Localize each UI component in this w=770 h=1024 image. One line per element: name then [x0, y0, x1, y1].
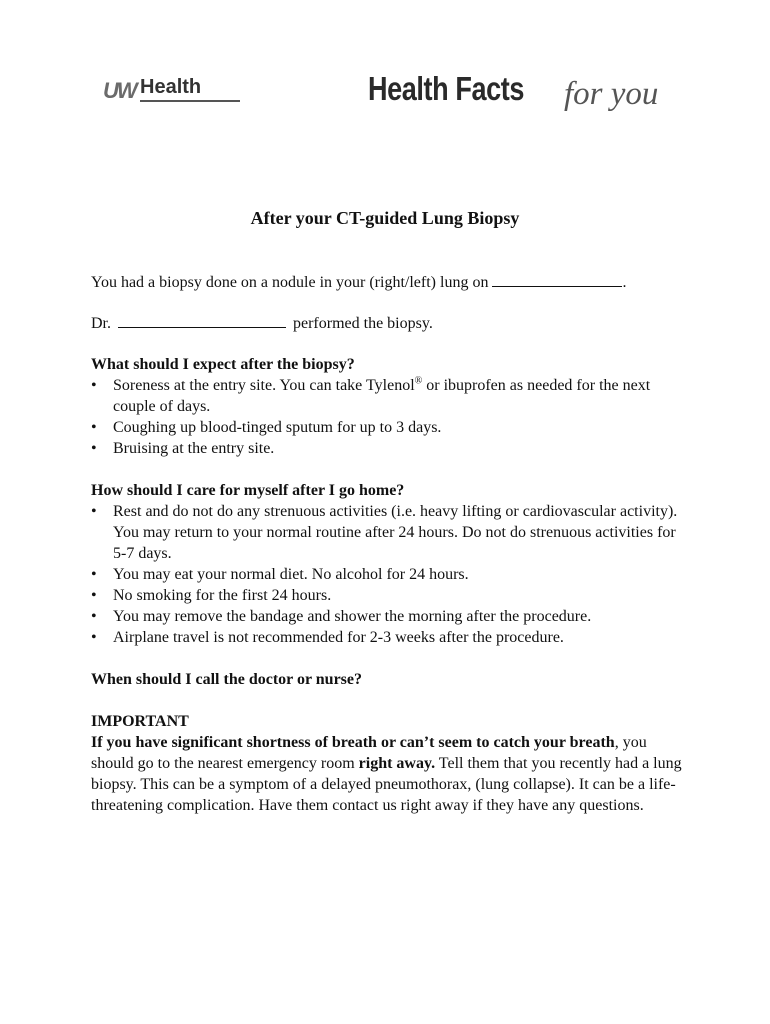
bullet-icon: • — [91, 566, 97, 583]
soreness-text-b: or ibuprofen as needed for the next couple of days. — [113, 377, 651, 415]
important-rest-text: Tell them that you recently had a lung biopsy. This can be a symptom of a delayed pneumothorax, (lung collapse). It can be a life-threatening complication. Have them contact us right away if they have any questions. — [91, 755, 682, 814]
document-body — [91, 208, 691, 816]
list-item — [91, 606, 691, 627]
emergency-room-text: , you should go to the nearest emergency room — [91, 734, 647, 772]
care-item-text: Rest and do not do any strenuous activities (i.e. heavy lifting or cardiovascular activity). You may return to your normal routine after 24 hours. Do not do strenuous activities for 5-7 days. — [113, 503, 678, 562]
expect-list — [91, 375, 691, 459]
care-item-text: No smoking for the first 24 hours. — [113, 587, 332, 604]
care-heading: How should I care for myself after I go home? — [91, 482, 405, 499]
important-label: IMPORTANT — [91, 713, 189, 730]
intro-biopsy-text: You had a biopsy done on a nodule in your (right/left) lung on — [91, 274, 489, 291]
uw-health-logo — [103, 76, 243, 106]
logo-health-text: Health — [140, 76, 202, 98]
care-item-text: Airplane travel is not recommended for 2-3 weeks after the procedure. — [113, 629, 564, 646]
important-paragraph — [91, 732, 691, 816]
bullet-icon: • — [91, 419, 97, 436]
bruising-text: Bruising at the entry site. — [113, 440, 275, 457]
shortness-of-breath-lead: If you have significant shortness of breath or can’t seem to catch your breath — [91, 734, 615, 751]
care-item-text: You may eat your normal diet. No alcohol for 24 hours. — [113, 566, 469, 583]
health-facts-logo — [368, 70, 659, 112]
care-item-text: You may remove the bandage and shower the morning after the procedure. — [113, 608, 592, 625]
doctor-line — [91, 313, 691, 334]
care-list — [91, 501, 691, 648]
logo-uw-text: UW — [103, 78, 136, 103]
intro-period: . — [622, 274, 627, 291]
coughing-text: Coughing up blood-tinged sputum for up to 3 days. — [113, 419, 442, 436]
intro-biopsy-line — [91, 272, 691, 293]
bullet-icon: • — [91, 377, 97, 394]
list-item — [91, 564, 691, 585]
document-title: After your CT-guided Lung Biopsy — [250, 208, 520, 228]
bullet-icon: • — [91, 608, 97, 625]
registered-mark: ® — [414, 375, 423, 387]
bullet-icon: • — [91, 440, 97, 457]
health-facts-bold-text: Health Facts — [368, 70, 524, 107]
for-you-italic-text: for you — [564, 76, 659, 112]
list-item — [91, 438, 691, 459]
bullet-icon: • — [91, 629, 97, 646]
list-item — [91, 501, 691, 564]
list-item — [91, 375, 691, 417]
date-blank-field — [492, 272, 622, 287]
doctor-name-blank-field — [118, 313, 286, 328]
bullet-icon: • — [91, 587, 97, 604]
call-heading: When should I call the doctor or nurse? — [91, 671, 362, 688]
logo-underline — [140, 100, 240, 102]
list-item — [91, 627, 691, 648]
right-away-text: right away. — [358, 755, 436, 772]
soreness-text-a: Soreness at the entry site. You can take Tylenol — [113, 377, 415, 394]
list-item — [91, 417, 691, 438]
doctor-suffix: performed the biopsy. — [293, 315, 433, 332]
expect-heading: What should I expect after the biopsy? — [91, 356, 355, 373]
list-item — [91, 585, 691, 606]
doctor-prefix: Dr. — [91, 315, 111, 332]
bullet-icon: • — [91, 503, 97, 520]
